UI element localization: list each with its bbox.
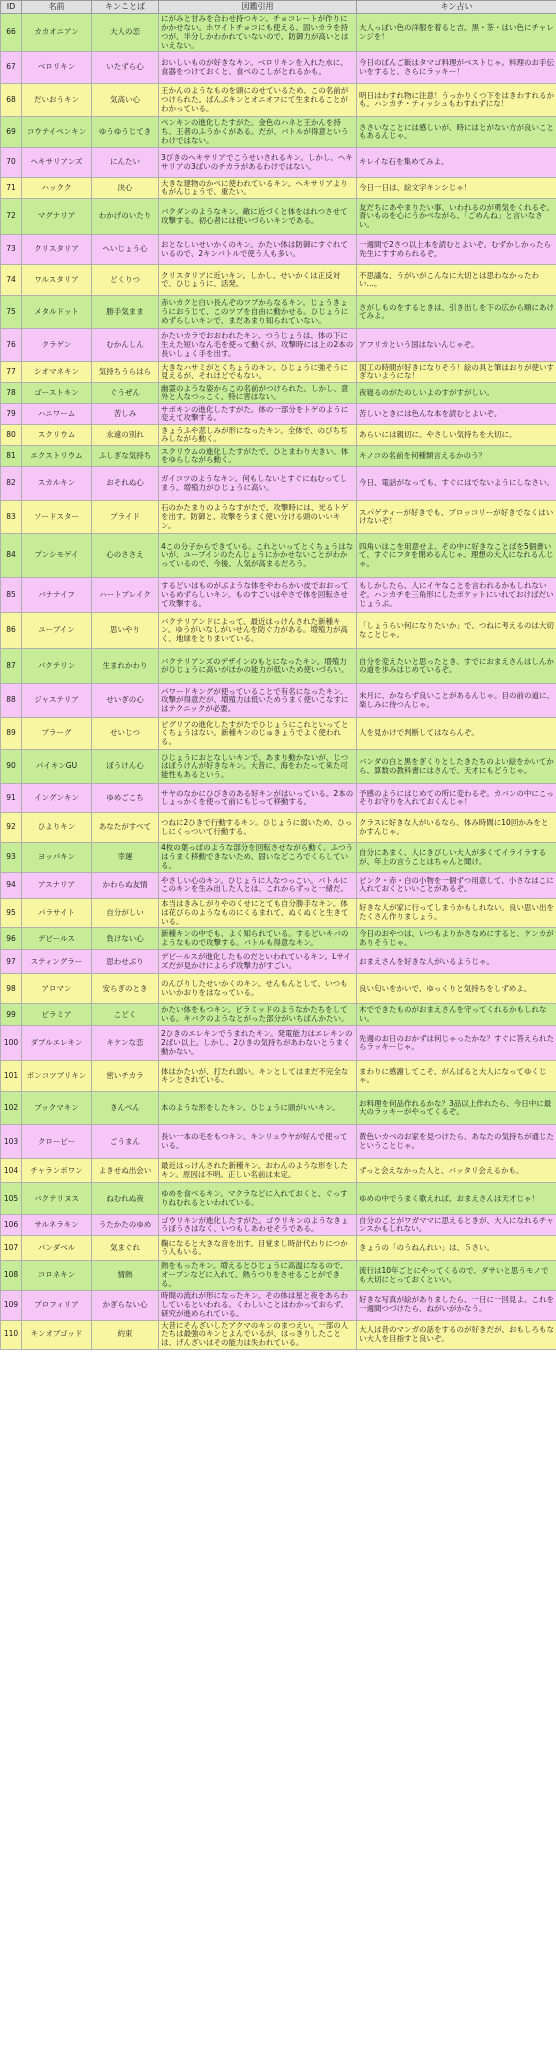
cell-fortune: 一週間で2さつ以上本を読むとよいぞ。むずかしかったら先生にすすめられるぞ。 xyxy=(357,235,556,265)
cell-name: ハックク xyxy=(22,178,92,199)
cell-id: 94 xyxy=(1,872,22,898)
cell-id: 103 xyxy=(1,1125,22,1159)
table-row xyxy=(1,813,556,843)
header-name: 名前 xyxy=(22,1,92,14)
cell-name: クロービー xyxy=(22,1125,92,1159)
cell-name: マグナリア xyxy=(22,199,92,235)
cell-word: ゆめごこち xyxy=(92,784,159,813)
cell-name: ボンコツブリキン xyxy=(22,1061,92,1092)
cell-ref: 石のかたまりのようなすがたで、攻撃時には、光るトゲを出す。防御と、攻撃をうまく使い分ける頭のいいキン。 xyxy=(159,501,357,534)
cell-fortune: 「しょうらい何になりたいか」で、つねに考えるのは大切なことじゃ。 xyxy=(357,613,556,649)
cell-name: ブラーグ xyxy=(22,718,92,750)
cell-word: 思いやり xyxy=(92,613,159,649)
cell-fortune: 自分のことがワガママに思えるときが、大人になれるチャンスかもしれない。 xyxy=(357,1215,556,1236)
cell-id: 88 xyxy=(1,684,22,718)
cell-fortune: 好きな写真が絵がありましたら、一日に一回見よ。これを一週間つづけたら、ねがいがかなう。 xyxy=(357,1290,556,1320)
cell-name: ひよりキン xyxy=(22,813,92,843)
cell-ref: にがみと甘みを合わせ持つキン。チョコレートが作りにかかせない。ホワイトチョコにも使える。固いカラを持つが、半分しかわかれていないので、防御力が高いとはいえない。 xyxy=(159,14,357,52)
cell-name: ゴーストキン xyxy=(22,383,92,404)
cell-id: 109 xyxy=(1,1290,22,1320)
cell-word: 約束 xyxy=(92,1320,159,1350)
cell-fortune: おまえさんを好きな人がいるようじゃ。 xyxy=(357,950,556,974)
cell-name: パラサイト xyxy=(22,898,92,928)
cell-ref: 王かんのようなものを頭にのせているため、この名前がつけられた。ばんぶキンとオニオフにて生まれることがわかっている。 xyxy=(159,84,357,117)
cell-id: 110 xyxy=(1,1320,22,1350)
cell-name: バンダベル xyxy=(22,1236,92,1261)
cell-word: 負けない心 xyxy=(92,928,159,950)
table-row xyxy=(1,534,556,578)
cell-word: どくりつ xyxy=(92,265,159,296)
table-row xyxy=(1,784,556,813)
cell-id: 86 xyxy=(1,613,22,649)
cell-id: 73 xyxy=(1,235,22,265)
cell-fortune: 今日のおやつは、いつもよりかさなめにすると、ケンカがありそうじゃ。 xyxy=(357,928,556,950)
header-row xyxy=(1,1,556,14)
cell-word: 心のささえ xyxy=(92,534,159,578)
cell-word: かぎらない心 xyxy=(92,1290,159,1320)
table-row xyxy=(1,1320,556,1350)
cell-word: 気まぐれ xyxy=(92,1236,159,1261)
table-row xyxy=(1,296,556,329)
cell-word: 決心 xyxy=(92,178,159,199)
cell-name: ヨッパキン xyxy=(22,843,92,873)
cell-name: コロネキン xyxy=(22,1261,92,1291)
table-row xyxy=(1,425,556,446)
table-row xyxy=(1,1125,556,1159)
cell-word: せいじつ xyxy=(92,718,159,750)
cell-id: 68 xyxy=(1,84,22,117)
table-row xyxy=(1,750,556,784)
cell-word: あなたがすべて xyxy=(92,813,159,843)
table-row xyxy=(1,684,556,718)
cell-fortune: あらいには親切に。やさしい気持ちを大切に。 xyxy=(357,425,556,446)
table-row xyxy=(1,843,556,873)
cell-ref: 本のような形をしたキン。ひじょうに頭がいいキン。 xyxy=(159,1092,357,1125)
cell-id: 83 xyxy=(1,501,22,534)
cell-ref: バクダンのようなキン。敵に近づくと体をはれつさせて攻撃する。初心者には使いづらいキンである。 xyxy=(159,199,357,235)
cell-ref: かたい体をもつキン。ピラミッドのようなかたちをしている。キバクのようなとがった部分がいちばんかたい。 xyxy=(159,1004,357,1026)
cell-ref: ペンキンの進化したすがた。金色のハネと王かんを持ち、王者のふうかくがある。だが、バトルが得意というわけではない。 xyxy=(159,117,357,148)
cell-name: ユーブイン xyxy=(22,613,92,649)
cell-id: 105 xyxy=(1,1183,22,1215)
cell-ref: 4枚の葉っぱのような部分を回転させながら動く。ふつうはうまく移動できないため、固いなどころでくらしている。 xyxy=(159,843,357,873)
cell-word: 勝手気まま xyxy=(92,296,159,329)
cell-id: 85 xyxy=(1,578,22,613)
cell-fortune: 木でできたものがおまえさんを守ってくれるかもしれない。 xyxy=(357,1004,556,1026)
cell-fortune: ささいなことには感しいが、時にはとがない方が良いこともあるんじゃ。 xyxy=(357,117,556,148)
table-row xyxy=(1,1026,556,1061)
cell-ref: ゴウリキンが進化したすがた。ゴウリキンのようなきょうぼうさはなく、いつもしあわせそうである。 xyxy=(159,1215,357,1236)
table-row xyxy=(1,1261,556,1291)
cell-ref: サボキンの進化したすがた。体の一部分をトゲのように変えて攻撃する。 xyxy=(159,404,357,425)
cell-word: 情熱 xyxy=(92,1261,159,1291)
cell-fortune: 未月に、かならず良いことがあるんじゃ。目の前の道に、楽しみに待つんじゃ。 xyxy=(357,684,556,718)
cell-id: 104 xyxy=(1,1159,22,1183)
cell-fortune: まわりに感謝してこそ、がんばると大人になってゆくじゃ。 xyxy=(357,1061,556,1092)
cell-id: 84 xyxy=(1,534,22,578)
table-row xyxy=(1,649,556,684)
cell-fortune: 人を見かけで判断してはならんぞ。 xyxy=(357,718,556,750)
cell-name: ヘキサリアンズ xyxy=(22,148,92,178)
cell-id: 71 xyxy=(1,178,22,199)
table-row xyxy=(1,1061,556,1092)
cell-word: 大人の恋 xyxy=(92,14,159,52)
cell-id: 87 xyxy=(1,649,22,684)
cell-id: 108 xyxy=(1,1261,22,1291)
cell-id: 70 xyxy=(1,148,22,178)
cell-word: プライド xyxy=(92,501,159,534)
cell-word: こどく xyxy=(92,1004,159,1026)
cell-fortune: 今日のばんご飯はタマゴ料理がベストじゃ。料理のお手伝いをすると、さらにラッキー！ xyxy=(357,52,556,84)
cell-ref: サヤのなかにひびきのある好キンがはいっている。2本のしょっかくを使って前にもじって移動する。 xyxy=(159,784,357,813)
cell-fortune: ゆめの中でうまく歌えれば、おまえさんは天才じゃ！ xyxy=(357,1183,556,1215)
cell-ref: クリスタリアに近いキン。しかし、せいかくは正反対で、ひじょうに、活発。 xyxy=(159,265,357,296)
cell-ref: 大きな建物のかべに使われているキン。ヘキサリアよりもがんじょうで、重たい。 xyxy=(159,178,357,199)
table-row xyxy=(1,928,556,950)
cell-ref: やさしい心のキン。ひじょうに人なつっこい。バトルにこのキンを生み出した人とは、これからずっと一緒だ。 xyxy=(159,872,357,898)
cell-name: アロマン xyxy=(22,974,92,1004)
table-row xyxy=(1,148,556,178)
cell-ref: 熱をもったキン。増えるとひじょうに高温になるので、オーブンなどに入れて、熱うつりをさせることができる。 xyxy=(159,1261,357,1291)
table-row xyxy=(1,1183,556,1215)
cell-name: サルネラキン xyxy=(22,1215,92,1236)
table-row xyxy=(1,718,556,750)
cell-ref: スクリウムの進化したすがたで、ひとまわり大きい。体をゆらしながら動く。 xyxy=(159,446,357,467)
header-word: キンことば xyxy=(92,1,159,14)
header-ref: 図鑑引用 xyxy=(159,1,357,14)
cell-fortune: 明日はわすれ物に注意！うっかりくつ下をはきわすれるかも。ハンカチ・ティッシュもわすれずにな！ xyxy=(357,84,556,117)
table-row xyxy=(1,1290,556,1320)
cell-fortune: 苦しいときには色んな本を読むとよいぞ。 xyxy=(357,404,556,425)
cell-ref: おいしいものが好きなキン。ベロリキンを入れた水に、食器をつけておくと、食べのこしがとれるかも。 xyxy=(159,52,357,84)
cell-fortune: 四角いはこを用意せよ。その中に好きなことばを5個書いて、すぐにフタを閉めるんじゃ。理想の大人になれるんじゃ。 xyxy=(357,534,556,578)
cell-name: ジャステリア xyxy=(22,684,92,718)
cell-name: ベロリキン xyxy=(22,52,92,84)
cell-word: 思わせぶり xyxy=(92,950,159,974)
cell-fortune: 大人は昔のマンガの話をするのが好きだが、おもしろもない大人を目指すと良いぞ。 xyxy=(357,1320,556,1350)
cell-ref: 体はかたいが、打たれ弱い。キンとしてはまだ不完全なキンとされている。 xyxy=(159,1061,357,1092)
cell-fortune: お料理を何品作れるかな？3品以上作れたら、今日中に最大のラッキーがやってくるぞ。 xyxy=(357,1092,556,1125)
cell-name: バナナイフ xyxy=(22,578,92,613)
cell-id: 77 xyxy=(1,362,22,383)
cell-name: ブックマキン xyxy=(22,1092,92,1125)
cell-fortune: バンダの白と黒をぎくりとしたきたちのよい絵をかいてから、算数の教科書にはさんで、天才にもどうじゃ。 xyxy=(357,750,556,784)
cell-ref: デビールスが進化したものだといわれているキン。Lサイズだが見かけによらず攻撃力がすごい。 xyxy=(159,950,357,974)
header-fortune: キン占い xyxy=(357,1,556,14)
cell-id: 66 xyxy=(1,14,22,52)
table-row xyxy=(1,1215,556,1236)
cell-fortune: 不思議な、うがいがこんなに大切とは思わなかったわい…。 xyxy=(357,265,556,296)
cell-ref: 新種キンの中でも、よく知られている。するどいキバのようなもので攻撃する。バトルも得意なキン。 xyxy=(159,928,357,950)
table-row xyxy=(1,362,556,383)
table-row xyxy=(1,898,556,928)
cell-word: ぼうけん心 xyxy=(92,750,159,784)
cell-ref: 赤いカクと白い長んぞのツブからなるキン。じょうきょうにおうじて、このツブを自由に動かせる。ひじょうにめずらしいキンで、まだあまり知られていない。 xyxy=(159,296,357,329)
cell-id: 95 xyxy=(1,898,22,928)
cell-word: キケンな恋 xyxy=(92,1026,159,1061)
cell-word: むかんしん xyxy=(92,329,159,362)
cell-id: 82 xyxy=(1,467,22,501)
cell-word: にんたい xyxy=(92,148,159,178)
cell-id: 107 xyxy=(1,1236,22,1261)
cell-id: 106 xyxy=(1,1215,22,1236)
table-row xyxy=(1,265,556,296)
cell-word: 永遠の別れ xyxy=(92,425,159,446)
cell-fortune: 大人っぽい色の洋服を着ると吉。黒・茶・はい色にチャレンジを！ xyxy=(357,14,556,52)
header-id: ID xyxy=(1,1,22,14)
cell-id: 100 xyxy=(1,1026,22,1061)
cell-name: ハニワーム xyxy=(22,404,92,425)
cell-ref: パワードキングが使っていることで有名になったキン。攻撃が得意だが、増殖力は低いためうまく使いこなすにはテクニックが必要。 xyxy=(159,684,357,718)
cell-name: バクテリヌス xyxy=(22,1183,92,1215)
cell-name: カカオニアン xyxy=(22,14,92,52)
table-row xyxy=(1,52,556,84)
table-row xyxy=(1,235,556,265)
cell-fortune: アフリカという国はないんじゃぞ。 xyxy=(357,329,556,362)
table-row xyxy=(1,872,556,898)
cell-id: 91 xyxy=(1,784,22,813)
cell-fortune: きょうの「のうねんれい」は、５さい。 xyxy=(357,1236,556,1261)
cell-fortune: キレイな石を集めてみよ。 xyxy=(357,148,556,178)
cell-name: ソードスター xyxy=(22,501,92,534)
cell-word: 密いチカラ xyxy=(92,1061,159,1092)
cell-word: ねむれぬ夜 xyxy=(92,1183,159,1215)
cell-fortune: 自分にあまく、人にきびしい大人が多くてイライラするが、年上の言うことはちゃんと聞け。 xyxy=(357,843,556,873)
cell-id: 76 xyxy=(1,329,22,362)
cell-ref: ガイコツのようなキン。何もしないとすぐにねむってしまう。増殖力がひじょうに高い。 xyxy=(159,467,357,501)
cell-id: 97 xyxy=(1,950,22,974)
cell-id: 93 xyxy=(1,843,22,873)
table-row xyxy=(1,383,556,404)
cell-name: スクリウム xyxy=(22,425,92,446)
cell-name: パイキンGU xyxy=(22,750,92,784)
cell-fortune: スパゲティーが好きでも、ブロッコリーが好きでなくはいけないぞ！ xyxy=(357,501,556,534)
table-row xyxy=(1,1092,556,1125)
cell-ref: 長い一本の毛をもつキン。キンリュウヤが好んで使っている。 xyxy=(159,1125,357,1159)
cell-word: ごうまん xyxy=(92,1125,159,1159)
cell-name: バクテリン xyxy=(22,649,92,684)
cell-ref: 大きなハサミがとくちょうのキン。ひじょうに強そうに見えるが、それほどでもない。 xyxy=(159,362,357,383)
cell-id: 101 xyxy=(1,1061,22,1092)
cell-word: ゆうゆうじてき xyxy=(92,117,159,148)
cell-ref: 最近はっけんされた新種キン。おわんのような形をしたキン。原因は不明。正しい名前は未定。 xyxy=(159,1159,357,1183)
cell-word: うたかたのゆめ xyxy=(92,1215,159,1236)
cell-name: キンオブゴッド xyxy=(22,1320,92,1350)
cell-word: へいじょう心 xyxy=(92,235,159,265)
cell-ref: つねに2ひきで行動するキン。ひじょうに弱いため、ひっしにくっついて行動する。 xyxy=(159,813,357,843)
cell-fortune: もしかしたら、人にイヤなことを言われるかもしれないぞ。ハンカチを三角形にしたポケットにいれておけばだいじょうぶ。 xyxy=(357,578,556,613)
cell-name: イングンキン xyxy=(22,784,92,813)
cell-name: ピラミア xyxy=(22,1004,92,1026)
table-row xyxy=(1,84,556,117)
cell-ref: おとなしいせいかくのキン。かたい体は防御にすぐれているので、2キンバトルで使う人も多い。 xyxy=(159,235,357,265)
cell-ref: 鞠になると大きな音を出す。目覚まし時計代わりにつかう人もいる。 xyxy=(159,1236,357,1261)
cell-ref: ひじょうにおとなしいキンで、あまり動かないが、じつはぼうけんが好きなキン。大昔に、海をわたって来た可能性もあるという。 xyxy=(159,750,357,784)
cell-fortune: 流行は10年ごとにやってくるので、ダサいと思うモノでも大切にとっておくといい。 xyxy=(357,1261,556,1291)
cell-name: スカルキン xyxy=(22,467,92,501)
cell-name: だいおうキン xyxy=(22,84,92,117)
cell-fortune: クラスに好きな人がいるなら、体み時間に10回かみをとかすんじゃ。 xyxy=(357,813,556,843)
table-body xyxy=(1,14,556,1350)
cell-word: 自分がしい xyxy=(92,898,159,928)
cell-word: かわらぬ友情 xyxy=(92,872,159,898)
cell-name: デビールス xyxy=(22,928,92,950)
cell-fortune: 夜寝るのがたのしいよのすがすがしい。 xyxy=(357,383,556,404)
cell-ref: きょうふや悲しみが形になったキン。全体で、のびちぢみしながら動く。 xyxy=(159,425,357,446)
cell-id: 67 xyxy=(1,52,22,84)
cell-id: 78 xyxy=(1,383,22,404)
cell-word: おそれぬ心 xyxy=(92,467,159,501)
cell-id: 69 xyxy=(1,117,22,148)
cell-fortune: 好きな人が家に行ってしまうかもしれない。良い思い出をたくさん作りましょう。 xyxy=(357,898,556,928)
cell-word: 気持ちうらはら xyxy=(92,362,159,383)
cell-word: 苦しみ xyxy=(92,404,159,425)
cell-fortune: 自分を変えたいと思ったとき、すでにおまえさんはしんかの道を歩みはじめているぞ。 xyxy=(357,649,556,684)
cell-fortune: 友だちにあやまりたい事、いわれるのが勇気をくれるぞ。青いものを心にうかべながら、「ごめんね」と言いなさい。 xyxy=(357,199,556,235)
cell-name: クリスタリア xyxy=(22,235,92,265)
cell-name: メタルドット xyxy=(22,296,92,329)
cell-fortune: ずっと会えなかった人と、バッタリ会えるかも。 xyxy=(357,1159,556,1183)
cell-id: 74 xyxy=(1,265,22,296)
cell-id: 102 xyxy=(1,1092,22,1125)
cell-fortune: さがしものをするときは、引き出しを下の広から順にあけてみよ。 xyxy=(357,296,556,329)
table-row xyxy=(1,1004,556,1026)
cell-fortune: 今日、電話がなっても、すぐにはでないようにしなさい。 xyxy=(357,467,556,501)
cell-ref: かたいカラでおおわれたキン。つうじょうは、体の下に生えた短いなん毛を使って動くが、攻撃時には上の2本の長いしょく手を出す。 xyxy=(159,329,357,362)
cell-name: アスナリア xyxy=(22,872,92,898)
cell-fortune: 今日一日は、絵文字キンシじゃ！ xyxy=(357,178,556,199)
cell-id: 89 xyxy=(1,718,22,750)
cell-ref: 4この分子からできている。これといってとくちょうはないが、ユーブインのたんじょうにかかせないことがわかっているので、今後、人気が高まるだろう。 xyxy=(159,534,357,578)
cell-id: 92 xyxy=(1,813,22,843)
table-row xyxy=(1,199,556,235)
table-row xyxy=(1,14,556,52)
table-row xyxy=(1,178,556,199)
cell-ref: 3びきのヘキサリアでこうせいされるキン。しかし、ヘキサリアの3ばいのチカラがあるわけではない。 xyxy=(159,148,357,178)
cell-ref: 大昔にそんざいしたアクマのキンのまつえい。一部の人たちは最強のキンとよんでいるが、はっきりしたことは、げんざいはその能力は失われている。 xyxy=(159,1320,357,1350)
table-row xyxy=(1,613,556,649)
cell-word: 安らぎのとき xyxy=(92,974,159,1004)
cell-word: ふしぎな気持ち xyxy=(92,446,159,467)
cell-ref: バクテリアンドによって、最近はっけんされた新種キン。ゆうがいなしがいせんを防ぐ力がある。増殖力が高く、地球をとりまいている。 xyxy=(159,613,357,649)
cell-fortune: 先週のお日のおかずは何じゃったかな？すぐに答えられたらラッキーじゃ。 xyxy=(357,1026,556,1061)
cell-name: コウテイペンキン xyxy=(22,117,92,148)
cell-name: ワルスタリア xyxy=(22,265,92,296)
cell-fortune: 良い匂いをかいで、ゆっくりと気持ちをしずめよ。 xyxy=(357,974,556,1004)
table-row xyxy=(1,1159,556,1183)
cell-fortune: キノコの名前を何種類言えるかのう？ xyxy=(357,446,556,467)
cell-ref: 本当はきみしがりやのくせにとても自分勝手なキン。体は花びらのようなものにくるまれて、ぬくぬくと生きている。 xyxy=(159,898,357,928)
cell-ref: 2ひきのエレキンでうまれたキン。発電能力はエレキンの2ばい以上。しかし、2ひきの気持ちがあわないとうまく動かない。 xyxy=(159,1026,357,1061)
cell-ref: 時間の流れが形になったキン。その体は星と夜をあらわしているといわれる。くわしいことはわかっておらず、研究が進められている。 xyxy=(159,1290,357,1320)
cell-name: スティングラー xyxy=(22,950,92,974)
cell-fortune: ピンク・赤・白の小物を一個ずつ用意して、小さなはこに入れておくといいことがあるぞ。 xyxy=(357,872,556,898)
cell-word: わかげのいたり xyxy=(92,199,159,235)
cell-word: 幸運 xyxy=(92,843,159,873)
cell-word: 気高い心 xyxy=(92,84,159,117)
cell-word: よきせぬ出会い xyxy=(92,1159,159,1183)
cell-id: 81 xyxy=(1,446,22,467)
table-row xyxy=(1,329,556,362)
cell-id: 90 xyxy=(1,750,22,784)
cell-name: プロフィリア xyxy=(22,1290,92,1320)
cell-id: 72 xyxy=(1,199,22,235)
cell-ref: ピグリアの進化したすがたでひじょうにこれといってとくちょうはない。新種キンのじゅきょうでよく使われる。 xyxy=(159,718,357,750)
cell-id: 96 xyxy=(1,928,22,950)
cell-name: エクストリウム xyxy=(22,446,92,467)
cell-name: クラゲン xyxy=(22,329,92,362)
cell-ref: するどいはものがぶような体をやわらかい皮でおおっているめずらしいキン。ものすごいはやさで体を回転させて攻撃する。 xyxy=(159,578,357,613)
table-row xyxy=(1,404,556,425)
cell-id: 80 xyxy=(1,425,22,446)
cell-name: プンシモゲイ xyxy=(22,534,92,578)
cell-id: 99 xyxy=(1,1004,22,1026)
table-row xyxy=(1,501,556,534)
table-row xyxy=(1,117,556,148)
table-row xyxy=(1,467,556,501)
cell-word: せいぎの心 xyxy=(92,684,159,718)
cell-id: 98 xyxy=(1,974,22,1004)
table-row xyxy=(1,578,556,613)
cell-id: 79 xyxy=(1,404,22,425)
cell-word: ハートブレイク xyxy=(92,578,159,613)
cell-word: 生まれかわり xyxy=(92,649,159,684)
cell-word: いたずら心 xyxy=(92,52,159,84)
table-row xyxy=(1,1236,556,1261)
cell-word: きんべん xyxy=(92,1092,159,1125)
cell-id: 75 xyxy=(1,296,22,329)
cell-ref: のんびりしたせいかくのキン。せんもんとして、いつもいいかおりをはなっている。 xyxy=(159,974,357,1004)
cell-ref: ゆめを食べるキン。マクラなどに入れておくと、ぐっすりねむれるといわれている。 xyxy=(159,1183,357,1215)
cell-word: ぐうぜん xyxy=(92,383,159,404)
cell-fortune: 図工の時間が好きになりそう！絵の具と筆はおりが使いすぎないようにな！ xyxy=(357,362,556,383)
cell-ref: 幽霊のような姿からこの名前がつけられた。しかし、意外と人なつっこく、特に害はない。 xyxy=(159,383,357,404)
cell-name: シオマネキン xyxy=(22,362,92,383)
cell-fortune: 予感のようにはじめての所に変わるぞ。カバンの中にこっそりお守りを入れておくんじゃ！ xyxy=(357,784,556,813)
cell-fortune: 黄色いカベのお家を見つけたら、あなたの気持ちが通じたということじゃ。 xyxy=(357,1125,556,1159)
table-row xyxy=(1,974,556,1004)
cell-name: ダブルエレキン xyxy=(22,1026,92,1061)
table-row xyxy=(1,950,556,974)
cell-name: チャランボワン xyxy=(22,1159,92,1183)
table-row xyxy=(1,446,556,467)
cell-ref: バクテリアンズのデザインのもとになったキン。増殖力がひじょうに高いがほかの能力が低いため使いづらい。 xyxy=(159,649,357,684)
